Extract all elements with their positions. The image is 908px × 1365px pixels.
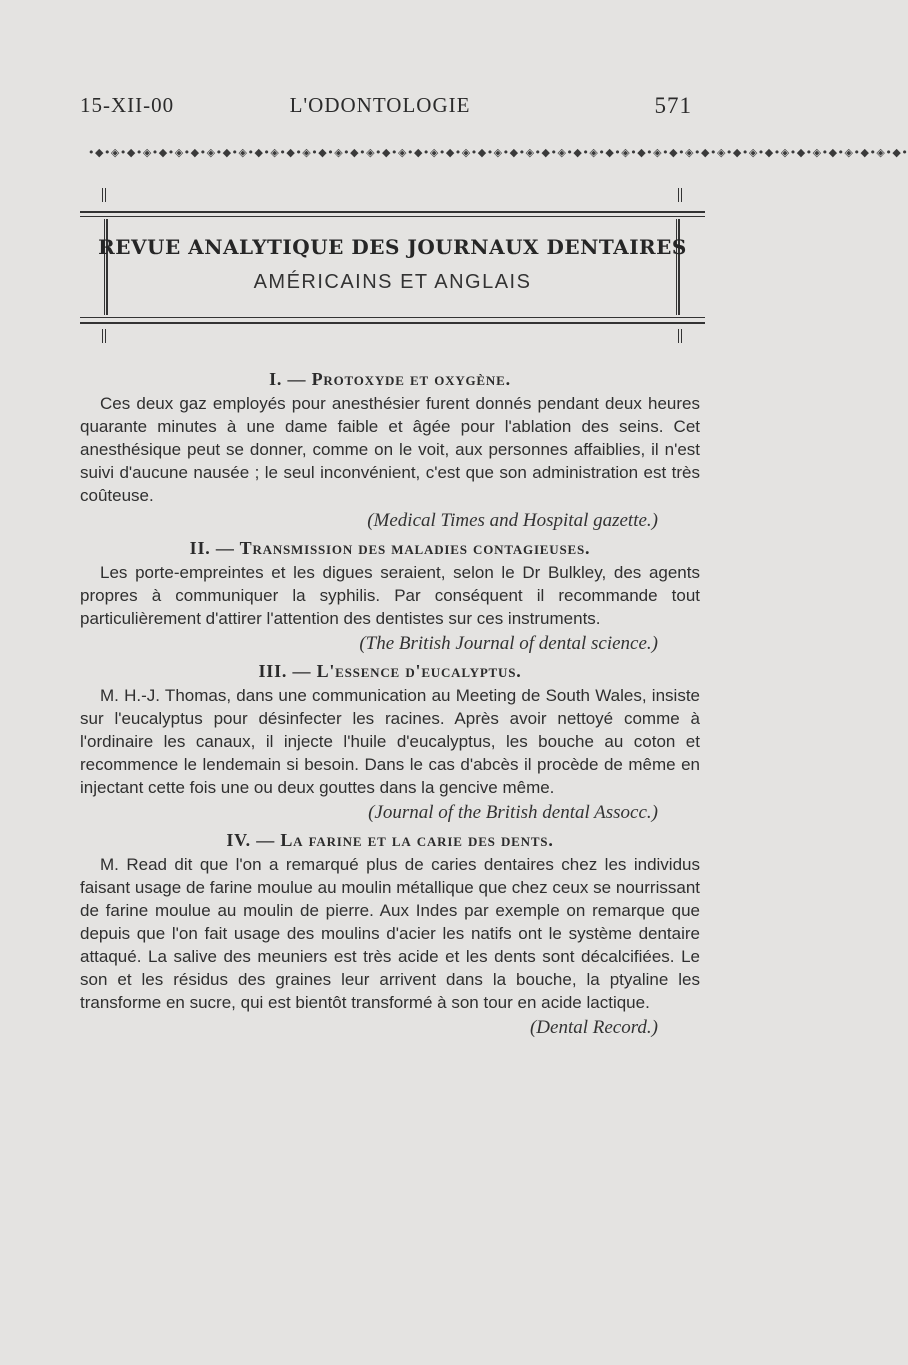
frame-rule-bottom-thin xyxy=(80,317,705,318)
section-heading: II. — Transmission des maladies contagieuses. xyxy=(189,538,591,558)
section-heading: IV. — La farine et la carie des dents. xyxy=(226,830,554,850)
section-text: Les porte-empreintes et les digues seraient, selon le Dr Bulkley, des agents propres à communiquer la syphilis. Par conséquent il recommande tout particulièrement d'attirer l'attention des dentistes sur ces instruments. xyxy=(80,563,700,628)
article-body xyxy=(80,366,700,1042)
frame-rule-top xyxy=(80,211,705,213)
journal-name: L'ODONTOLOGIE xyxy=(289,93,471,117)
section-2 xyxy=(80,535,700,658)
section-source: (Journal of the British dental Assocc.) xyxy=(368,802,658,823)
section-source: (Medical Times and Hospital gazette.) xyxy=(367,510,658,531)
section-text: Ces deux gaz employés pour anesthésier furent donnés pendant deux heures quarante minutes à une dame faible et âgée pour l'ablation des seins. Cet anesthésique peut se donner, comme on le voit, aux personnes affaiblies, il n'est suivi d'aucune nausée ; le seul inconvénient, c'est que son administration est très coûteuse. xyxy=(80,394,700,505)
section-source: (Dental Record.) xyxy=(529,1017,658,1038)
frame-rule-bottom xyxy=(80,322,705,324)
article-subtitle: AMÉRICAINS ET ANGLAIS xyxy=(253,271,532,293)
section-4 xyxy=(80,827,700,1042)
section-text: M. H.-J. Thomas, dans une communication au Meeting de South Wales, insiste sur l'eucalyptus pour désinfecter les racines. Après avoir nettoyé comme à l'ordinaire les canaux, il injecte l'huile d'eucalyptus, les bouche au coton et recommence le lendemain si besoin. Dans le cas d'abcès il procède de même en injectant cette fois une ou deux gouttes dans la gencive même. xyxy=(80,686,700,797)
frame-tick xyxy=(678,188,682,202)
frame-tick xyxy=(102,188,106,202)
frame-tick xyxy=(678,329,682,343)
issue-date: 15-XII-00 xyxy=(80,93,175,117)
title-frame xyxy=(80,183,705,363)
section-text: M. Read dit que l'on a remarqué plus de caries dentaires chez les individus faisant usage de farine moulue au moulin métallique que chez ceux se nourrissant de farine moulue au moulin de pierre. Aux Indes par exemple on remarque que depuis que l'on fait usage des moulins d'acier les natifs ont le système dentaire attaqué. La salive des meuniers est très acide et les dents sont décalcifiées. Le son et les résidus des graines leur arrivent dans la bouche, la ptyaline les transforme en sucre, qui est bientôt transformé à son tour en acide lactique. xyxy=(80,855,700,1012)
section-heading: III. — L'essence d'eucalyptus. xyxy=(258,661,522,681)
section-3 xyxy=(80,658,700,827)
ornament-border: •◆•◈•◆•◈•◆•◈•◆•◈•◆•◈•◆•◈•◆•◈•◆•◈•◆•◈•◆•◈•◆•◈•◆•◈•◆•◈•◆•◈•◆•◈•◆•◈•◆•◈•◆•◈•◆•◈•◆•◈•◆•◈•◆•◈•◆•◈•◆•◈•◆•◈•◆• xyxy=(88,146,908,159)
frame-tick xyxy=(102,329,106,343)
article-title: REVUE ANALYTIQUE DES JOURNAUX DENTAIRES xyxy=(98,235,687,259)
section-1 xyxy=(80,366,700,535)
frame-rule-left xyxy=(104,219,108,315)
section-heading: I. — Protoxyde et oxygène. xyxy=(269,369,511,389)
section-source: (The British Journal of dental science.) xyxy=(359,633,658,654)
page-number: 571 xyxy=(654,93,692,118)
frame-rule-top-thin xyxy=(80,216,705,217)
frame-rule-right xyxy=(676,219,680,315)
